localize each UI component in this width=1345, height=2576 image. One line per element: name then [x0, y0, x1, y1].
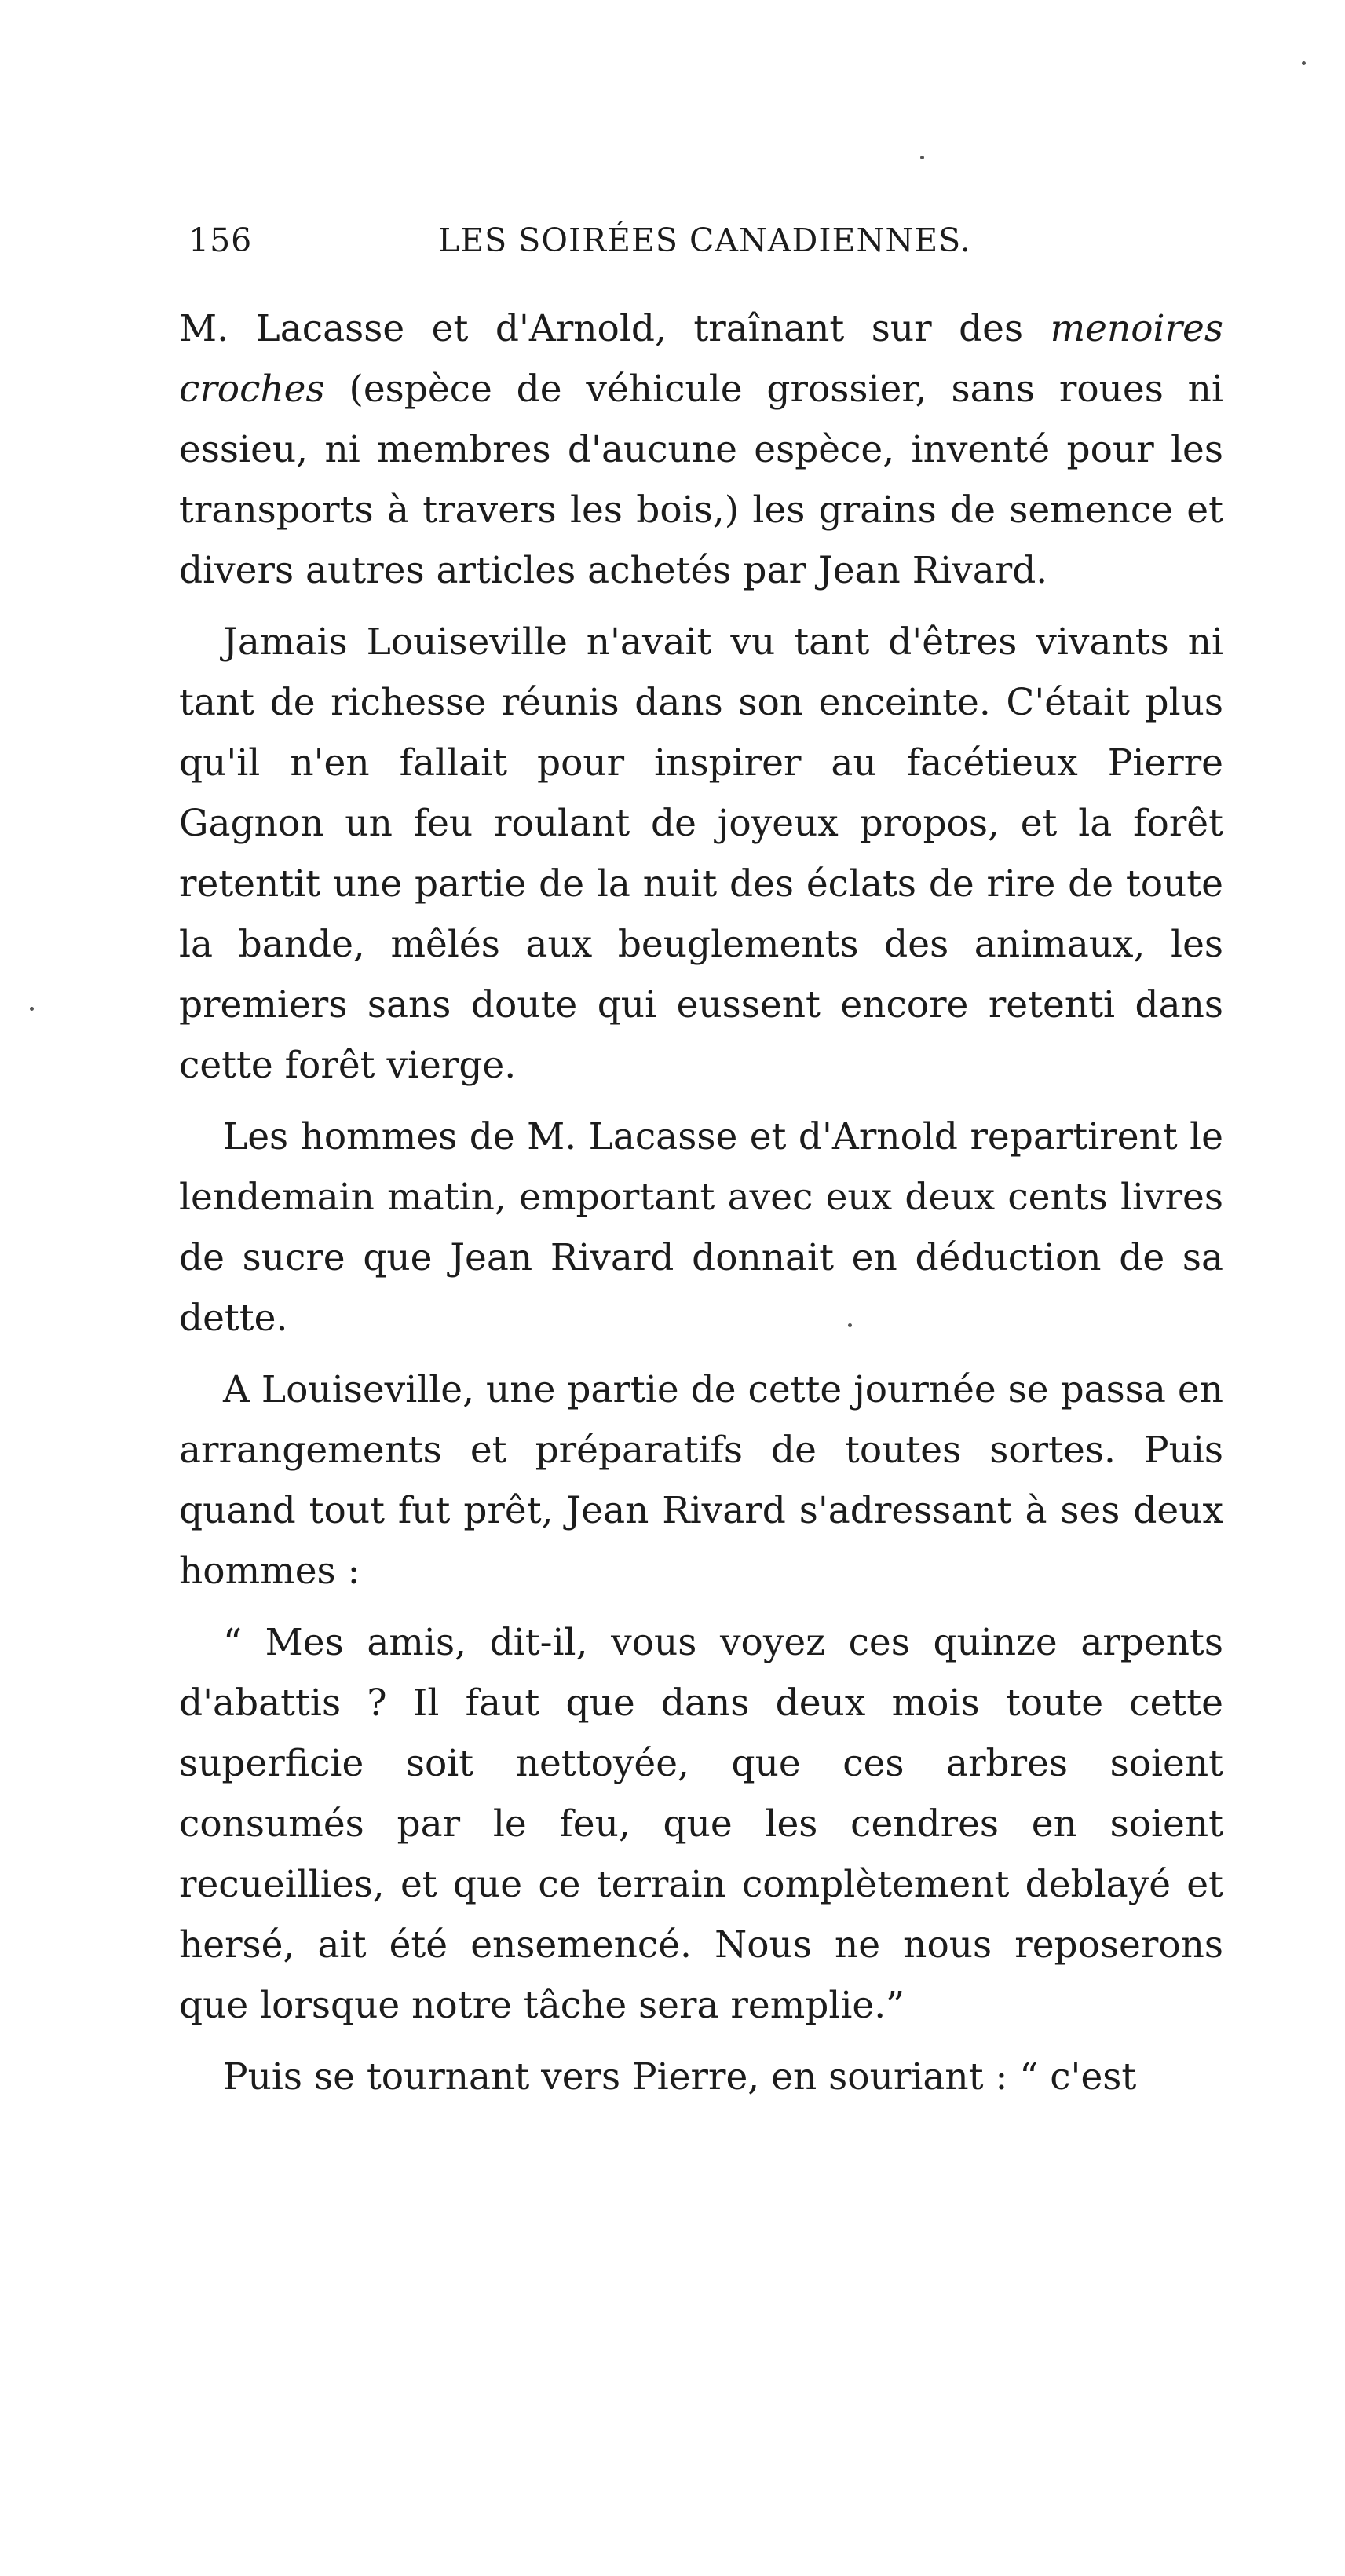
- paragraph-1-italic-term: menoires croches: [179, 307, 1223, 411]
- scan-speck: [920, 156, 924, 159]
- running-title: LES SOIRÉES CANADIENNES.: [438, 221, 971, 259]
- paragraph-5: “ Mes amis, dit-il, vous voyez ces quinze arpents d'abattis ? Il faut que dans deux mois toute cette superficie soit nettoyée, que ces arbres soient consumés par le feu, que les cendres en soient recueillies, et que ce terrain complètement deblayé et hersé, ait été ensemencé. Nous ne nous reposerons que lorsque notre tâche sera remplie.”: [179, 1621, 1223, 2027]
- paragraph-1-start: M. Lacasse et d'Arnold, traînant sur des: [179, 307, 1051, 350]
- paragraph-1-end: (espèce de véhicule grossier, sans roues ni essieu, ni membres d'aucune espèce, inventé pour les transports à travers les bois,) les grains de semence et divers autres articles achetés par Jean Rivard.: [179, 368, 1223, 592]
- paragraph-4: A Louiseville, une partie de cette journée se passa en arrangements et préparatifs de toutes sortes. Puis quand tout fut prêt, Jean Rivard s'adressant à ses deux hommes :: [179, 1368, 1223, 1593]
- body-text: [179, 298, 1223, 2107]
- scan-speck: [30, 1007, 34, 1011]
- paragraph-6: Puis se tournant vers Pierre, en souriant : “ c'est: [223, 2055, 1137, 2098]
- paragraph-1: [179, 298, 1223, 601]
- scan-speck: [1302, 61, 1306, 65]
- scan-speck: [848, 1323, 852, 1327]
- page-number: 156: [188, 221, 253, 259]
- paragraph-2: Jamais Louiseville n'avait vu tant d'êtres vivants ni tant de richesse réunis dans son enceinte. C'était plus qu'il n'en fallait pour inspirer au facétieux Pierre Gagnon un feu roulant de joyeux propos, et la forêt retentit une partie de la nuit des éclats de rire de toute la bande, mêlés aux beuglements des animaux, les premiers sans doute qui eussent encore retenti dans cette forêt vierge.: [179, 620, 1223, 1087]
- running-head: [188, 221, 1209, 276]
- paragraph-3: Les hommes de M. Lacasse et d'Arnold repartirent le lendemain matin, emportant avec eux deux cents livres de sucre que Jean Rivard donnait en déduction de sa dette.: [179, 1115, 1223, 1340]
